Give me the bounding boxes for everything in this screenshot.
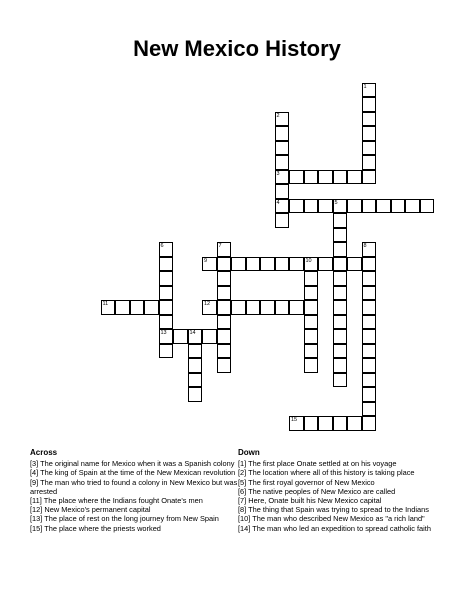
crossword-cell[interactable] <box>362 387 377 402</box>
crossword-cell[interactable] <box>159 242 174 257</box>
clue-ref: [15] <box>30 523 43 533</box>
clue-number: 6 <box>160 243 164 249</box>
across-clue <box>30 478 245 496</box>
crossword-cell[interactable] <box>362 257 377 272</box>
crossword-cell[interactable] <box>188 329 203 344</box>
clue-ref: [5] <box>238 477 247 487</box>
crossword-cell[interactable] <box>304 315 319 330</box>
crossword-cell[interactable] <box>362 315 377 330</box>
down-clue <box>238 468 453 477</box>
clue-text: The first royal governor of New Mexico <box>248 477 375 487</box>
across-clue <box>30 514 245 523</box>
crossword-cell[interactable] <box>275 184 290 199</box>
clue-number: 4 <box>276 199 280 206</box>
crossword-cell[interactable] <box>333 286 348 301</box>
crossword-cell[interactable] <box>318 199 333 214</box>
crossword-cell[interactable] <box>217 271 232 286</box>
clue-number: 3 <box>276 170 280 177</box>
crossword-cell[interactable] <box>101 300 116 315</box>
crossword-cell[interactable] <box>289 170 304 185</box>
crossword-cell[interactable] <box>188 358 203 373</box>
crossword-cell[interactable] <box>246 257 261 272</box>
clue-number: 7 <box>218 243 222 249</box>
clue-text: The man who tried to found a colony in New Mexico but was arrested <box>30 477 238 496</box>
crossword-cell[interactable] <box>159 344 174 359</box>
down-clue <box>238 487 453 496</box>
crossword-cell[interactable] <box>260 257 275 272</box>
crossword-cell[interactable] <box>217 286 232 301</box>
crossword-cell[interactable] <box>333 344 348 359</box>
crossword-cell[interactable] <box>362 112 377 127</box>
crossword-cell[interactable] <box>362 155 377 170</box>
crossword-cell[interactable] <box>115 300 130 315</box>
crossword-cell[interactable] <box>333 170 348 185</box>
crossword-cell[interactable] <box>304 329 319 344</box>
crossword-cell[interactable] <box>289 257 304 272</box>
crossword-cell[interactable] <box>333 373 348 388</box>
crossword-cell[interactable] <box>289 416 304 431</box>
crossword-cell[interactable] <box>304 286 319 301</box>
across-clues <box>30 448 245 533</box>
crossword-cell[interactable] <box>333 315 348 330</box>
clue-text: The original name for Mexico when it was a Spanish colony <box>40 459 235 469</box>
clue-text: The man who led an expedition to spread catholic faith <box>252 523 431 533</box>
clue-number: 12 <box>204 301 211 307</box>
crossword-cell[interactable] <box>217 329 232 344</box>
crossword-cell[interactable] <box>246 300 261 315</box>
crossword-cell[interactable] <box>173 329 188 344</box>
crossword-cell[interactable] <box>275 199 290 214</box>
clue-text: The man who described New Mexico as "a rich land" <box>252 514 425 524</box>
crossword-cell[interactable] <box>304 344 319 359</box>
crossword-cell[interactable] <box>347 257 362 272</box>
crossword-cell[interactable] <box>231 257 246 272</box>
clue-number: 2 <box>276 112 280 119</box>
clue-text: The first place Onate settled at on his voyage <box>248 459 397 469</box>
crossword-cell[interactable] <box>318 416 333 431</box>
clue-ref: [14] <box>238 523 251 533</box>
crossword-cell[interactable] <box>391 199 406 214</box>
crossword-cell[interactable] <box>217 300 232 315</box>
crossword-cell[interactable] <box>362 402 377 417</box>
crossword-cell[interactable] <box>275 213 290 228</box>
clue-ref: [10] <box>238 514 251 524</box>
crossword-cell[interactable] <box>304 300 319 315</box>
crossword-cell[interactable] <box>362 242 377 257</box>
crossword-cell[interactable] <box>405 199 420 214</box>
crossword-cell[interactable] <box>333 358 348 373</box>
crossword-cell[interactable] <box>260 300 275 315</box>
crossword-cell[interactable] <box>362 416 377 431</box>
crossword-cell[interactable] <box>159 315 174 330</box>
crossword-cell[interactable] <box>362 373 377 388</box>
across-heading: Across <box>30 448 58 457</box>
crossword-cell[interactable] <box>420 199 435 214</box>
crossword-cell[interactable] <box>347 416 362 431</box>
crossword-cell[interactable] <box>333 242 348 257</box>
clue-ref: [12] <box>30 505 43 515</box>
clue-number: 9 <box>204 257 208 264</box>
clue-text: The place where the Indians fought Onate's men <box>43 496 203 506</box>
crossword-cell[interactable] <box>362 97 377 112</box>
crossword-cell[interactable] <box>275 170 290 185</box>
down-heading: Down <box>238 448 260 457</box>
down-clue <box>238 496 453 505</box>
clue-text: The place of rest on the long journey from New Spain <box>44 514 219 524</box>
crossword-cell[interactable] <box>217 344 232 359</box>
down-clue <box>238 505 453 514</box>
across-clue <box>30 468 245 477</box>
crossword-cell[interactable] <box>304 271 319 286</box>
crossword-cell[interactable] <box>289 300 304 315</box>
crossword-cell[interactable] <box>362 358 377 373</box>
crossword-cell[interactable] <box>362 329 377 344</box>
down-clue <box>238 478 453 487</box>
across-clue <box>30 496 245 505</box>
clue-number: 11 <box>102 301 109 307</box>
down-clues <box>238 448 453 533</box>
crossword-cell[interactable] <box>304 199 319 214</box>
clue-text: New Mexico's permanent capital <box>44 505 151 515</box>
clue-text: The location where all of this history is taking place <box>248 468 415 478</box>
crossword-cell[interactable] <box>333 257 348 272</box>
crossword-cell[interactable] <box>275 257 290 272</box>
clue-number: 5 <box>334 199 338 206</box>
crossword-cell[interactable] <box>159 300 174 315</box>
crossword-cell[interactable] <box>333 228 348 243</box>
clue-ref: [9] <box>30 477 39 487</box>
crossword-cell[interactable] <box>347 170 362 185</box>
crossword-cell[interactable] <box>231 300 246 315</box>
clue-number: 14 <box>189 330 196 336</box>
crossword-cell[interactable] <box>275 126 290 141</box>
crossword-cell[interactable] <box>202 329 217 344</box>
clue-ref: [7] <box>238 496 247 506</box>
clue-ref: [6] <box>238 486 247 496</box>
crossword-cell[interactable] <box>376 199 391 214</box>
crossword-cell[interactable] <box>202 257 217 272</box>
crossword-cell[interactable] <box>275 155 290 170</box>
crossword-cell[interactable] <box>333 213 348 228</box>
crossword-cell[interactable] <box>362 300 377 315</box>
clue-ref: [11] <box>30 496 42 506</box>
crossword-cell[interactable] <box>362 199 377 214</box>
crossword-cell[interactable] <box>275 112 290 127</box>
crossword-cell[interactable] <box>304 170 319 185</box>
crossword-cell[interactable] <box>275 141 290 156</box>
crossword-cell[interactable] <box>188 387 203 402</box>
clue-ref: [13] <box>30 514 43 524</box>
page-title: New Mexico History <box>133 36 341 61</box>
clue-ref: [1] <box>238 459 247 469</box>
crossword-cell[interactable] <box>318 170 333 185</box>
clue-ref: [4] <box>30 468 39 478</box>
crossword-cell[interactable] <box>333 199 348 214</box>
crossword-cell[interactable] <box>275 300 290 315</box>
crossword-cell[interactable] <box>333 300 348 315</box>
across-clue <box>30 505 245 514</box>
down-clue <box>238 459 453 468</box>
crossword-cell[interactable] <box>217 242 232 257</box>
crossword-cell[interactable] <box>217 257 232 272</box>
crossword-cell[interactable] <box>304 416 319 431</box>
clue-ref: [2] <box>238 468 247 478</box>
crossword-cell[interactable] <box>159 271 174 286</box>
clue-number: 10 <box>305 257 312 264</box>
crossword-cell[interactable] <box>362 126 377 141</box>
crossword-cell[interactable] <box>362 344 377 359</box>
crossword-cell[interactable] <box>362 170 377 185</box>
clue-number: 8 <box>363 243 367 249</box>
clue-text: The king of Spain at the time of the New Mexican revolution <box>40 468 236 478</box>
crossword-cell[interactable] <box>159 286 174 301</box>
crossword-cell[interactable] <box>347 199 362 214</box>
across-clue <box>30 459 245 468</box>
crossword-cell[interactable] <box>333 416 348 431</box>
clue-number: 13 <box>160 330 167 336</box>
across-clue <box>30 524 245 533</box>
crossword-cell[interactable] <box>217 315 232 330</box>
crossword-cell[interactable] <box>362 271 377 286</box>
clue-ref: [3] <box>30 459 39 469</box>
crossword-cell[interactable] <box>217 358 232 373</box>
crossword-cell[interactable] <box>318 257 333 272</box>
crossword-cell[interactable] <box>333 329 348 344</box>
crossword-cell[interactable] <box>188 344 203 359</box>
crossword-cell[interactable] <box>333 271 348 286</box>
clue-text: Here, Onate built his New Mexico capital <box>248 496 382 506</box>
crossword-cell[interactable] <box>362 286 377 301</box>
crossword-cell[interactable] <box>362 83 377 98</box>
clue-text: The place where the priests worked <box>44 523 161 533</box>
clue-ref: [8] <box>238 505 247 515</box>
crossword-cell[interactable] <box>159 257 174 272</box>
crossword-cell[interactable] <box>159 329 174 344</box>
crossword-cell[interactable] <box>188 373 203 388</box>
down-clue <box>238 514 453 523</box>
crossword-cell[interactable] <box>144 300 159 315</box>
clue-number: 15 <box>291 417 298 423</box>
down-clue <box>238 524 453 533</box>
clue-number: 1 <box>363 83 367 90</box>
clue-text: The native peoples of New Mexico are called <box>248 486 396 496</box>
crossword-cell[interactable] <box>362 141 377 156</box>
clue-text: The thing that Spain was trying to spread to the Indians <box>248 505 429 515</box>
crossword-cell[interactable] <box>130 300 145 315</box>
crossword-cell[interactable] <box>304 257 319 272</box>
crossword-cell[interactable] <box>202 300 217 315</box>
crossword-cell[interactable] <box>289 199 304 214</box>
crossword-cell[interactable] <box>304 358 319 373</box>
